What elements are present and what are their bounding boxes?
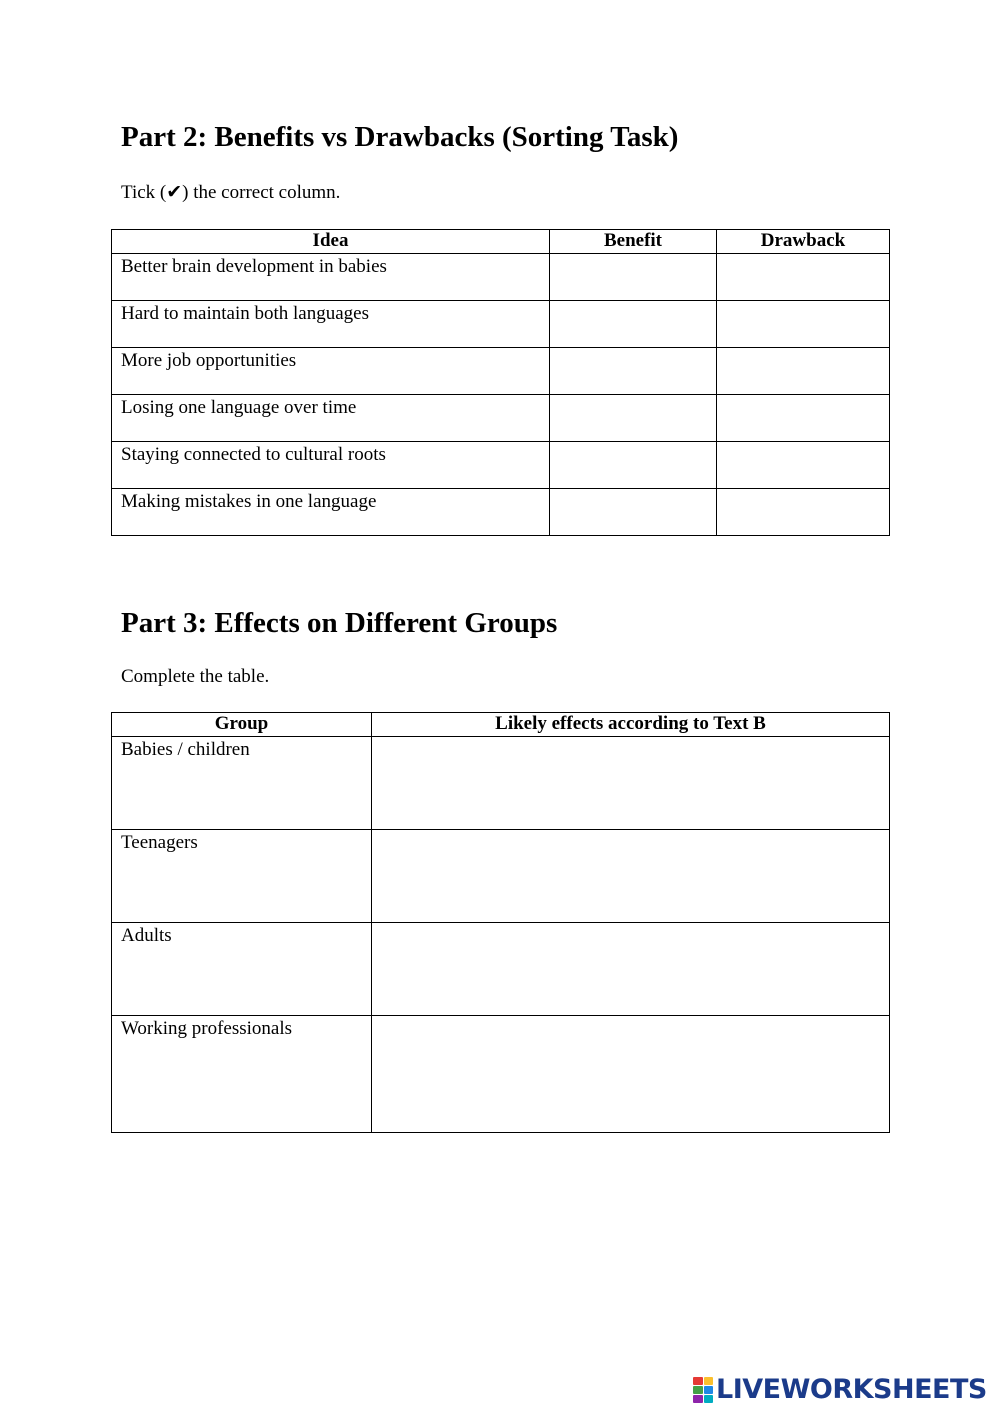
drawback-tick-cell[interactable] bbox=[717, 254, 890, 301]
sorting-table bbox=[111, 229, 890, 536]
table-row bbox=[112, 737, 890, 830]
table-row bbox=[112, 395, 890, 442]
table-row bbox=[112, 1016, 890, 1133]
group-cell: Adults bbox=[112, 923, 372, 1016]
part3-title: Part 3: Effects on Different Groups bbox=[121, 607, 558, 639]
benefit-tick-cell[interactable] bbox=[550, 395, 717, 442]
idea-cell: More job opportunities bbox=[112, 348, 550, 395]
liveworksheets-brand-text: LIVEWORKSHEETS bbox=[716, 1374, 987, 1405]
effects-answer-cell[interactable] bbox=[372, 737, 890, 830]
idea-cell: Better brain development in babies bbox=[112, 254, 550, 301]
benefit-tick-cell[interactable] bbox=[550, 254, 717, 301]
group-cell: Working professionals bbox=[112, 1016, 372, 1133]
effects-table-header bbox=[112, 713, 890, 737]
table-row bbox=[112, 348, 890, 395]
benefit-tick-cell[interactable] bbox=[550, 348, 717, 395]
drawback-tick-cell[interactable] bbox=[717, 395, 890, 442]
benefit-tick-cell[interactable] bbox=[550, 489, 717, 536]
idea-cell: Making mistakes in one language bbox=[112, 489, 550, 536]
effects-table bbox=[111, 712, 890, 1133]
part3-instruction: Complete the table. bbox=[121, 666, 270, 687]
effects-answer-cell[interactable] bbox=[372, 1016, 890, 1133]
effects-answer-cell[interactable] bbox=[372, 830, 890, 923]
drawback-tick-cell[interactable] bbox=[717, 442, 890, 489]
idea-cell: Hard to maintain both languages bbox=[112, 301, 550, 348]
table-row bbox=[112, 830, 890, 923]
table-row bbox=[112, 489, 890, 536]
benefit-tick-cell[interactable] bbox=[550, 442, 717, 489]
benefit-tick-cell[interactable] bbox=[550, 301, 717, 348]
liveworksheets-logo bbox=[693, 1375, 987, 1405]
header-group: Group bbox=[112, 713, 372, 737]
idea-cell: Staying connected to cultural roots bbox=[112, 442, 550, 489]
part2-instruction: Tick (✔) the correct column. bbox=[121, 182, 341, 203]
part2-title: Part 2: Benefits vs Drawbacks (Sorting Task) bbox=[121, 121, 679, 153]
header-benefit: Benefit bbox=[550, 230, 717, 254]
group-cell: Babies / children bbox=[112, 737, 372, 830]
idea-cell: Losing one language over time bbox=[112, 395, 550, 442]
drawback-tick-cell[interactable] bbox=[717, 489, 890, 536]
sorting-table-header bbox=[112, 230, 890, 254]
header-idea: Idea bbox=[112, 230, 550, 254]
liveworksheets-logo-icon bbox=[693, 1377, 713, 1403]
header-effects: Likely effects according to Text B bbox=[372, 713, 890, 737]
drawback-tick-cell[interactable] bbox=[717, 348, 890, 395]
drawback-tick-cell[interactable] bbox=[717, 301, 890, 348]
group-cell: Teenagers bbox=[112, 830, 372, 923]
table-row bbox=[112, 923, 890, 1016]
table-row bbox=[112, 301, 890, 348]
header-drawback: Drawback bbox=[717, 230, 890, 254]
effects-answer-cell[interactable] bbox=[372, 923, 890, 1016]
table-row bbox=[112, 442, 890, 489]
table-row bbox=[112, 254, 890, 301]
